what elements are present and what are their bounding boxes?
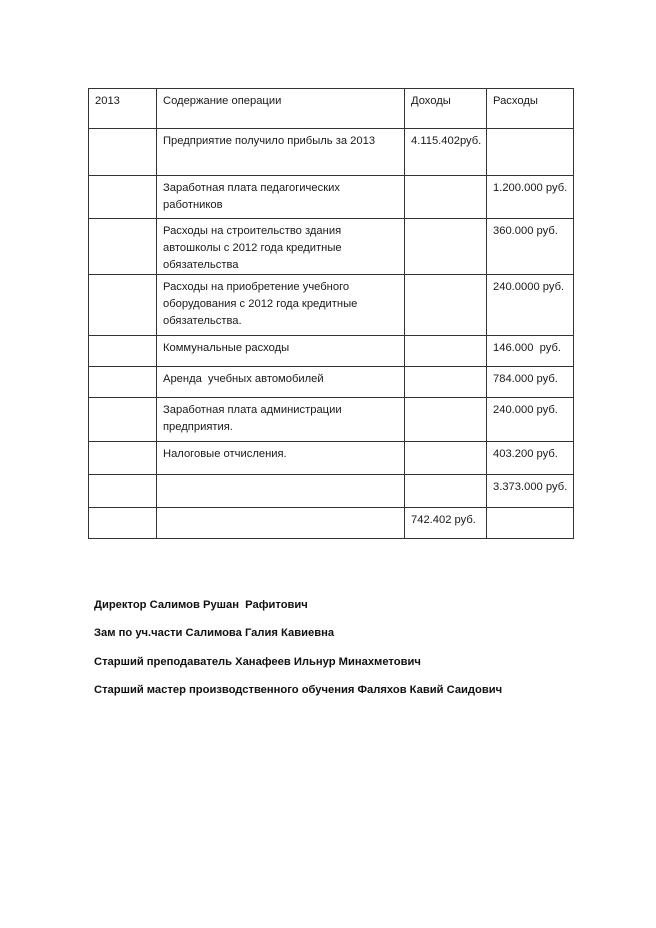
table-row [89,275,574,336]
cell-income [405,219,487,275]
cell-income: 4.115.402руб. [405,129,487,176]
signature-director: Директор Салимов Рушан Рафитович [94,599,308,611]
cell-year [89,398,157,442]
cell-year [89,475,157,508]
cell-operation: Предприятие получило прибыль за 2013 [157,129,405,176]
table-row [89,336,574,367]
table-row-expense-total [89,475,574,508]
table-row [89,176,574,219]
header-year: 2013 [89,89,157,129]
cell-income [405,475,487,508]
cell-operation: Коммунальные расходы [157,336,405,367]
cell-operation: Аренда учебных автомобилей [157,367,405,398]
cell-operation: Налоговые отчисления. [157,442,405,475]
cell-expense: 1.200.000 руб. [487,176,574,219]
table-row [89,367,574,398]
table-row [89,398,574,442]
cell-income [405,176,487,219]
cell-year [89,508,157,539]
cell-operation: Расходы на приобретение учебного оборудования с 2012 года кредитные обязательства. [157,275,405,336]
header-expense: Расходы [487,89,574,129]
table-row [89,219,574,275]
cell-operation: Расходы на строительство здания автошколы с 2012 года кредитные обязательства [157,219,405,275]
signature-deputy: Зам по уч.части Салимова Галия Кавиевна [94,627,335,639]
cell-year [89,336,157,367]
cell-expense: 240.000 руб. [487,398,574,442]
cell-expense: 240.0000 руб. [487,275,574,336]
table-header-row [89,89,574,129]
cell-operation: Заработная плата педагогических работников [157,176,405,219]
cell-income [405,442,487,475]
cell-income [405,275,487,336]
financial-table [88,88,574,539]
signature-senior-master: Старший мастер производственного обучения Фаляхов Кавий Саидович [94,684,503,696]
table-row-net-income [89,508,574,539]
header-operation: Содержание операции [157,89,405,129]
cell-expense [487,129,574,176]
cell-year [89,219,157,275]
cell-operation [157,475,405,508]
header-income: Доходы [405,89,487,129]
cell-expense: 360.000 руб. [487,219,574,275]
cell-expense-total: 3.373.000 руб. [487,475,574,508]
cell-operation: Заработная плата администрации предприятия. [157,398,405,442]
cell-expense: 146.000 руб. [487,336,574,367]
cell-expense: 403.200 руб. [487,442,574,475]
signature-senior-teacher: Старший преподаватель Ханафеев Ильнур Минахметович [94,656,421,668]
cell-net-income: 742.402 руб. [405,508,487,539]
cell-year [89,176,157,219]
cell-expense [487,508,574,539]
table-row [89,442,574,475]
cell-expense: 784.000 руб. [487,367,574,398]
cell-income [405,398,487,442]
cell-income [405,367,487,398]
cell-operation [157,508,405,539]
table-row [89,129,574,176]
cell-year [89,367,157,398]
cell-year [89,442,157,475]
cell-year [89,275,157,336]
cell-income [405,336,487,367]
cell-year [89,129,157,176]
